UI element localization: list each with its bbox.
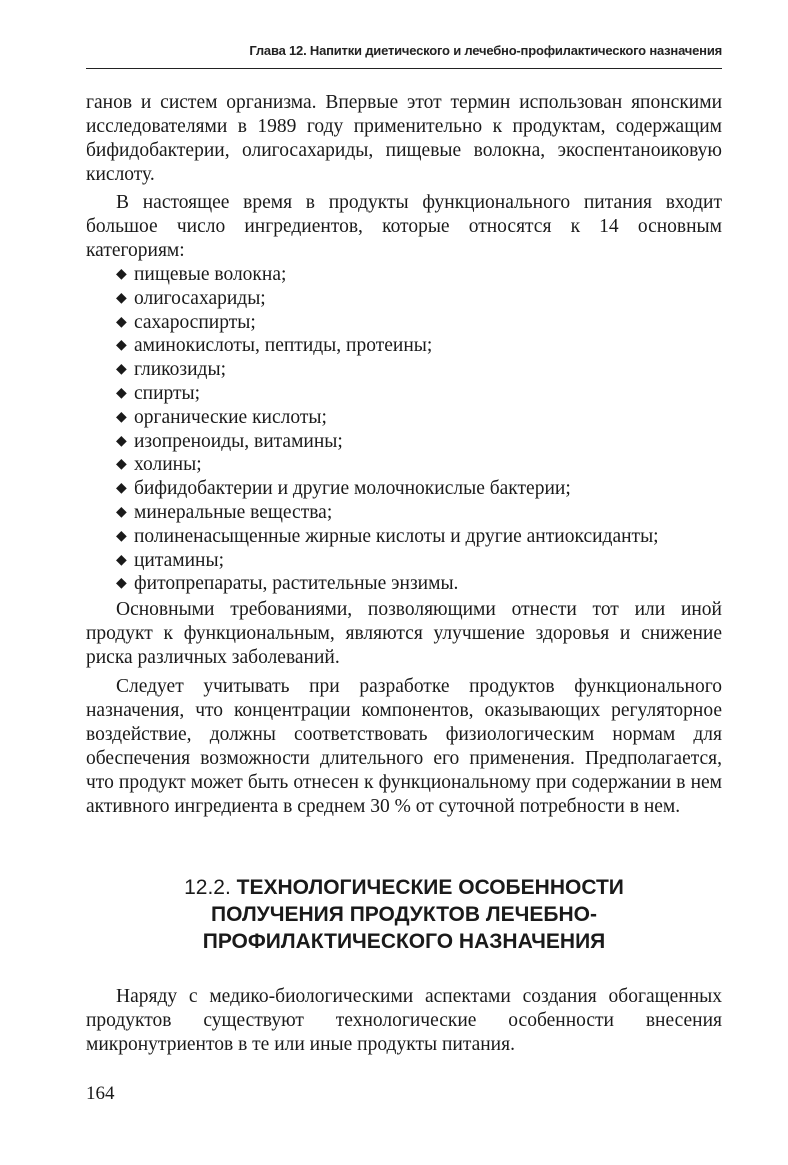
list-item-text: фитопрепараты, растительные энзимы. <box>134 573 459 595</box>
list-item <box>116 572 722 596</box>
bullet-icon: ◆ <box>116 314 127 330</box>
header-divider <box>86 68 722 69</box>
paragraph-continuation <box>86 91 722 187</box>
bullet-icon: ◆ <box>116 362 127 378</box>
list-item <box>116 501 722 525</box>
bullet-icon: ◆ <box>116 433 127 449</box>
bullet-icon: ◆ <box>116 267 127 282</box>
bullet-icon: ◆ <box>116 338 127 354</box>
list-item-text: олигосахариды; <box>134 287 266 309</box>
list-item-text: полиненасыщенные жирные кислоты и другие антиоксиданты; <box>134 525 659 547</box>
section-heading-line-1 <box>86 874 722 901</box>
list-item-text: холины; <box>134 454 202 476</box>
bullet-icon: ◆ <box>116 409 127 425</box>
bullet-icon: ◆ <box>116 290 127 306</box>
list-item <box>116 382 722 406</box>
paragraph-text: Следует учитывать при разработке продуктов функционального назначения, что концентрации компонентов, оказывающих регуляторное воздействие, должны соответствовать физиологическим нормам для обеспечения возможности длительного его применения. Предполагается, что продукт может быть отнесен к функциональному при содержании в нем активного ингредиента в среднем 30 % от суточной потребности в нем. <box>86 676 722 817</box>
section-heading-line-3: ПРОФИЛАКТИЧЕСКОГО НАЗНАЧЕНИЯ <box>202 930 606 953</box>
list-item <box>116 406 722 430</box>
paragraph-text: В настоящее время в продукты функционального питания входит большое число ингредиентов, которые относятся к 14 основным категориям: <box>86 192 722 261</box>
list-item-text: гликозиды; <box>134 359 226 381</box>
list-item-text: цитамины; <box>134 549 225 571</box>
list-item-text: бифидобактерии и другие молочнокислые бактерии; <box>134 478 571 500</box>
section-number: 12.2. <box>184 876 231 899</box>
list-item-text: изопреноиды, витамины; <box>134 430 343 452</box>
paragraph-requirements <box>86 598 722 670</box>
bullet-icon: ◆ <box>116 552 127 568</box>
list-item-text: спирты; <box>134 382 201 404</box>
bullet-icon: ◆ <box>116 481 127 497</box>
section-heading-line-2: ПОЛУЧЕНИЯ ПРОДУКТОВ ЛЕЧЕБНО- <box>211 903 597 926</box>
list-item <box>116 549 722 573</box>
section-title-part-1: ТЕХНОЛОГИЧЕСКИЕ ОСОБЕННОСТИ <box>236 876 624 899</box>
list-item <box>116 477 722 501</box>
list-item <box>116 263 722 287</box>
list-item <box>116 334 722 358</box>
list-item <box>116 525 722 549</box>
ingredient-category-list <box>116 263 722 596</box>
list-item <box>116 311 722 335</box>
list-item <box>116 453 722 477</box>
bullet-icon: ◆ <box>116 576 127 592</box>
list-item-text: аминокислоты, пептиды, протеины; <box>134 335 433 357</box>
bullet-icon: ◆ <box>116 385 127 401</box>
paragraph-technology <box>86 985 722 1057</box>
list-item <box>116 287 722 311</box>
running-header: Глава 12. Напитки диетического и лечебно-профилактического назначения <box>249 43 722 58</box>
list-item-text: пищевые волокна; <box>134 264 287 285</box>
section-heading <box>86 874 722 955</box>
list-item-text: минеральные вещества; <box>134 501 333 523</box>
bullet-icon: ◆ <box>116 504 127 520</box>
list-item <box>116 358 722 382</box>
list-item <box>116 430 722 454</box>
bullet-icon: ◆ <box>116 528 127 544</box>
list-item-text: сахароспирты; <box>134 311 256 333</box>
bullet-icon: ◆ <box>116 457 127 473</box>
page-number: 164 <box>86 1083 115 1104</box>
paragraph-text: Наряду с медико-биологическими аспектами создания обогащенных продуктов существуют технологические особенности внесения микронутриентов в те или иные продукты питания. <box>86 986 722 1055</box>
paragraph-text: Основными требованиями, позволяющими отнести тот или иной продукт к функциональным, являются улучшение здоровья и снижение риска различных заболеваний. <box>86 599 722 668</box>
paragraph-text: ганов и систем организма. Впервые этот термин использован японскими исследователями в 1989 году применительно к продуктам, содержащим бифидобактерии, олигосахариды, пищевые волокна, экоспентаноиковую кислоту. <box>86 92 722 185</box>
list-item-text: органические кислоты; <box>134 406 327 428</box>
paragraph-categories-intro <box>86 191 722 263</box>
paragraph-development <box>86 675 722 819</box>
